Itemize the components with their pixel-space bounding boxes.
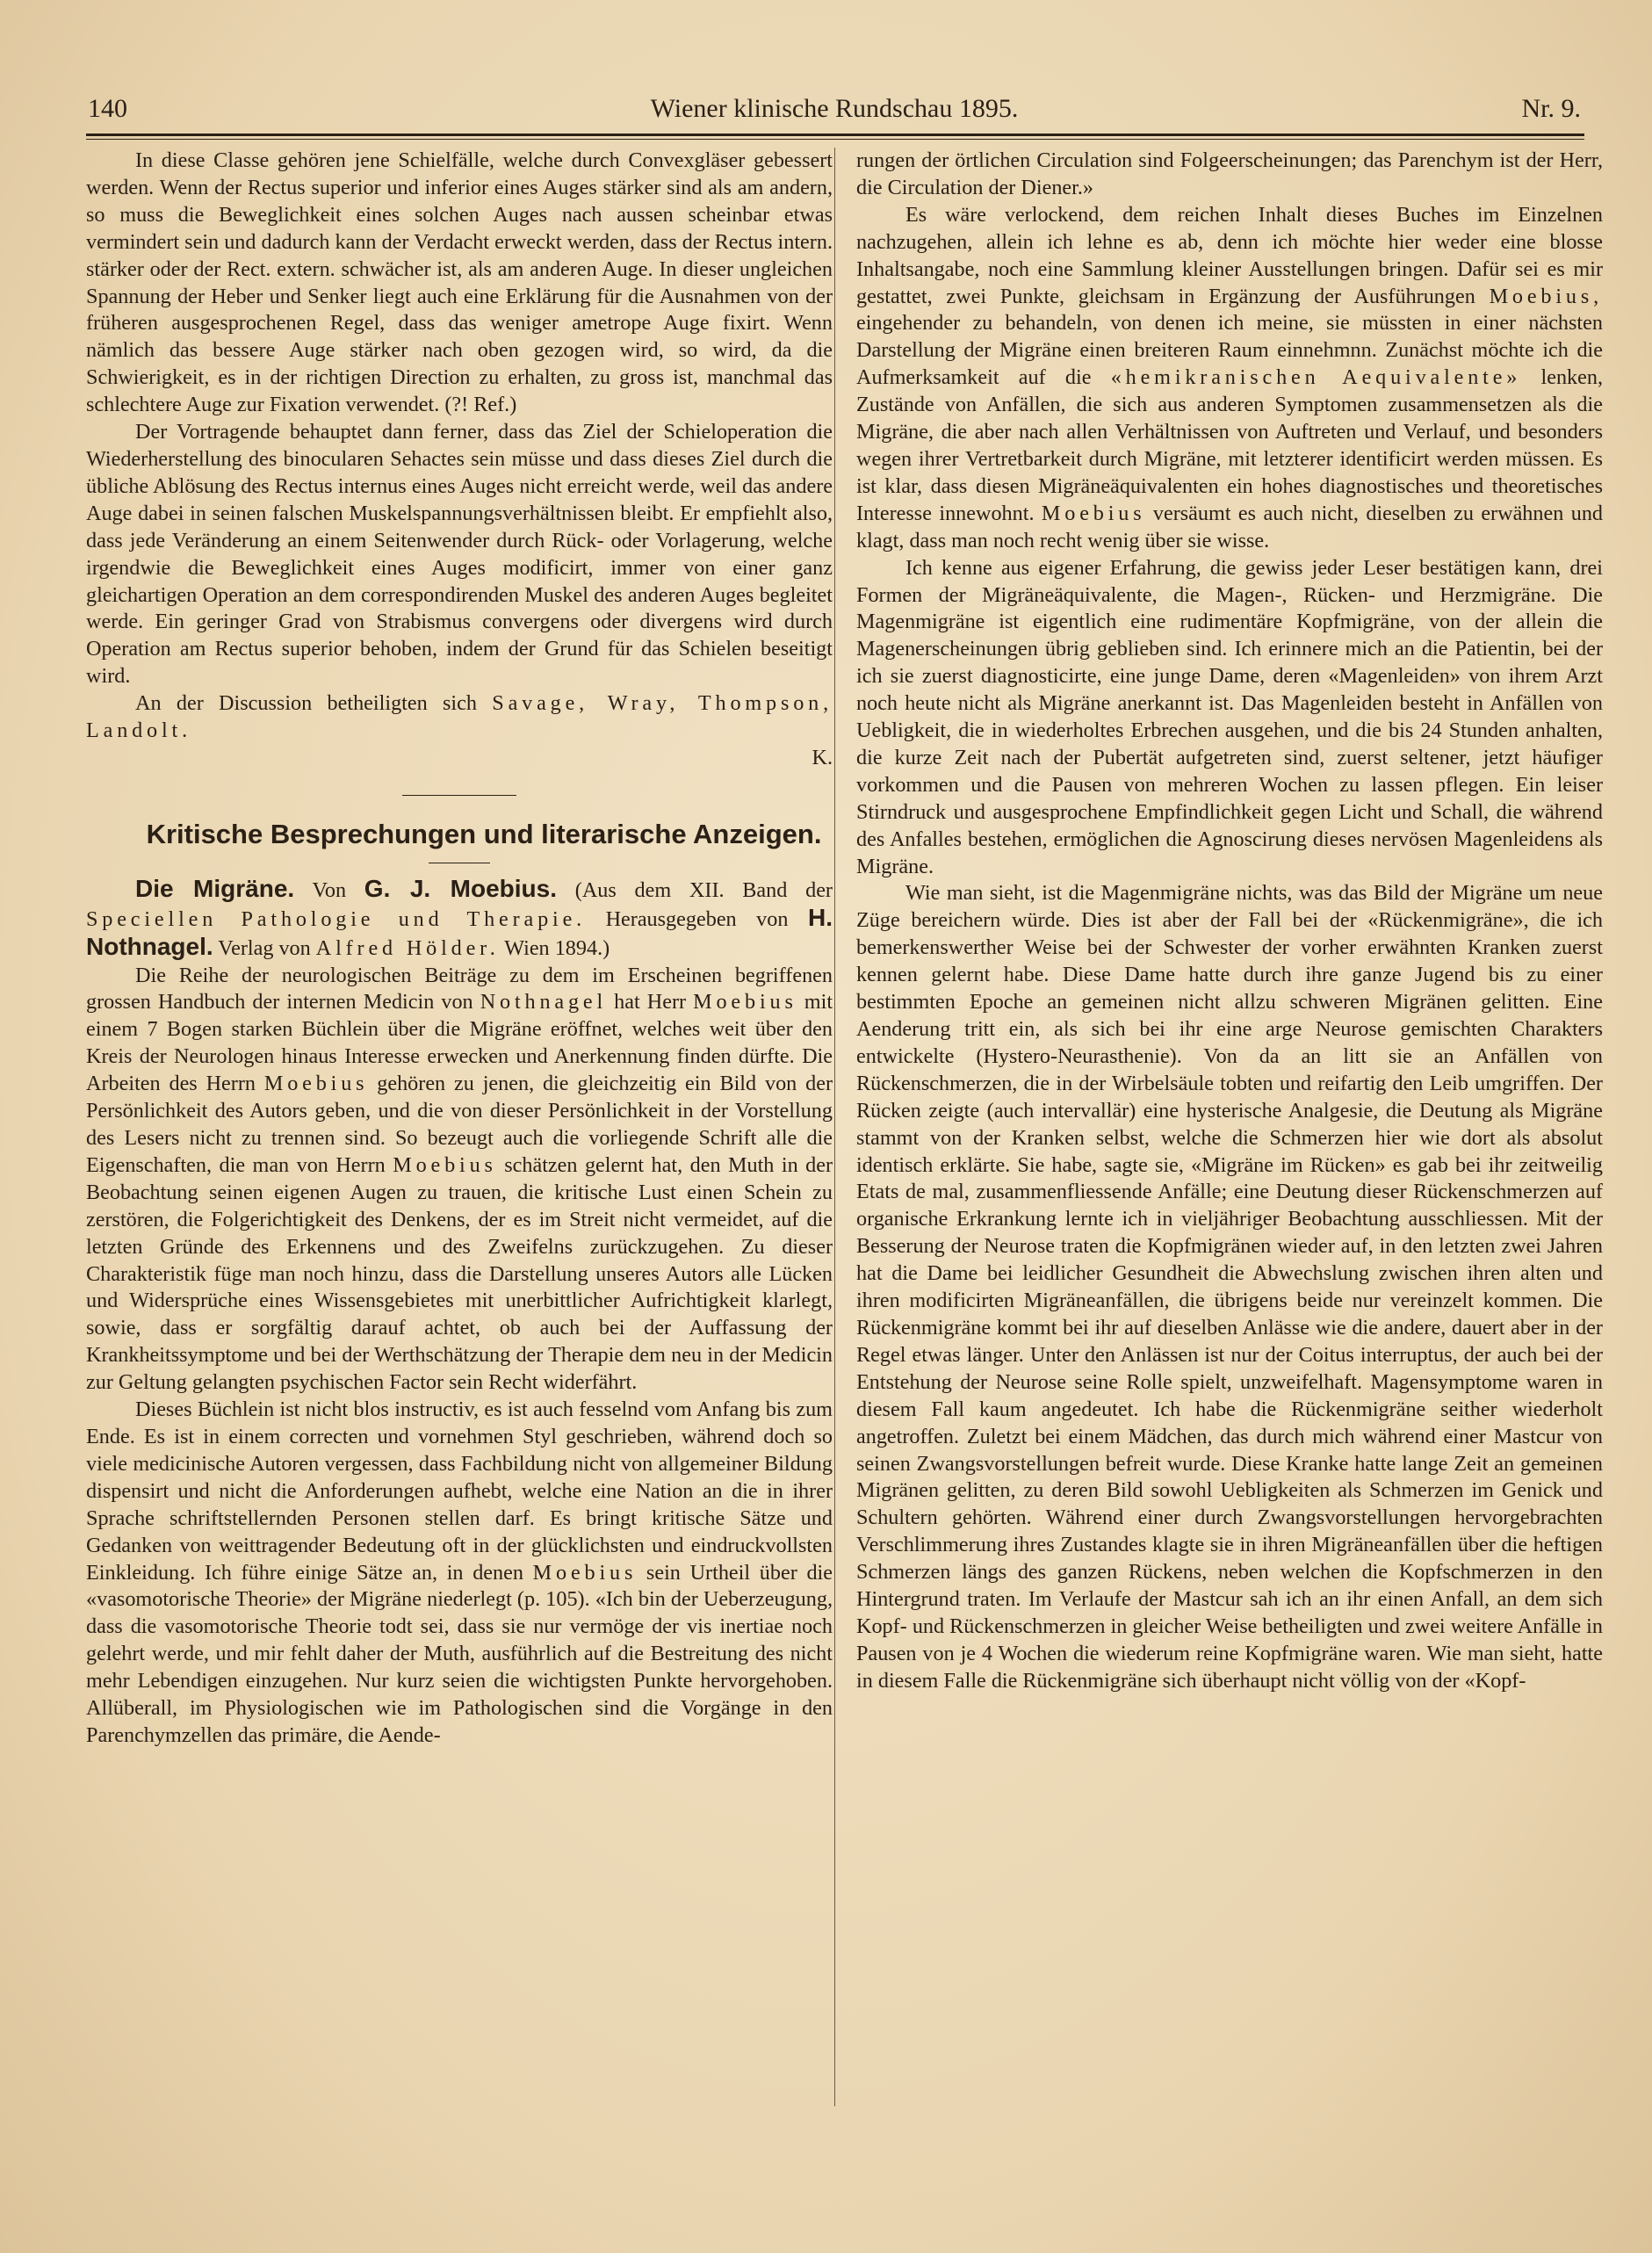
- section-divider: [402, 795, 516, 796]
- header-rule-thin: [86, 139, 1584, 140]
- author-signature: K.: [812, 745, 833, 769]
- paragraph: Dieses Büchlein ist nicht blos instructiv, es ist auch fesselnd vom Anfang bis zum Ende. Es ist in einem correcten und vornehmen Styl geschrieben, während doch so viele medicinische Autoren vergessen, dass Fachbildung nicht von allgemeiner Bildung dispensirt und nicht die Anforderungen aufhebt, welche eine Nation an die in ihrer Sprache schriftstellernden Personen stellen darf. Es bringt kritische Sätze und Gedanken von weittragender Bedeutung oft in der glücklichsten und eindruckvollsten Einkleidung. Ich führe einige Sätze an, in denen Moebius sein Urtheil über die «vasomotorische Theorie» der Migräne niederlegt (p. 105). «Ich bin der Ueberzeugung, dass die vasomotorische Theorie todt sei, dass sie nur vermöge der vis inertiae noch gelehrt werde, und mir fehlt daher der Muth, ausführlich auf die Bestreitung des nicht mehr Lebendigen einzugehen. Nur kurz seien die wichtigsten Punkte hervorgehoben. Allüberall, im Physiologischen wie im Pathologischen sind die Vorgänge in den Parenchymzellen das primäre, die Aende-: [86, 1397, 833, 1747]
- header-rule-thick: [86, 134, 1584, 136]
- signature-line: [86, 745, 833, 772]
- right-column: [856, 148, 1603, 2115]
- paragraph: Wie man sieht, ist die Magenmigräne nichts, was das Bild der Migräne um neue Züge bereichern würde. Dies ist aber der Fall bei der «Rückenmigräne», die ich bemerkenswerther Weise bei der Schwester der vorher erwähnten Kranken zuerst kennen gelernt habe. Diese Dame hatte durch ihre ganze Jugend bis zu einer bestimmten Epoche an gemeinen nicht allzu schweren Migränen gelitten. Eine Aenderung tritt ein, als sich bei ihr eine arge Neurose gemischten Charakters entwickelte (Hystero-Neurasthenie). Von da an litt sie an Anfällen von Rückenschmerzen, die in der Wirbelsäule tobten und reifartig den Leib umgriffen. Der Rücken zeigte (auch intervallär) eine hysterische Analgesie, die Deutung als Migräne stammt von der Kranken selbst, welche die Schmerzen hier wie dort als absolut identisch erklärte. Sie habe, sagte sie, «Migräne im Rücken» es gab bei ihr zeitweilig Etats de mal, zusammenfliessende Anfälle; eine Deutung dieser Rückenschmerzen auf organische Erkrankung lernte ich in vieljähriger Beobachtung ausschliessen. Mit der Besserung der Neurose traten die Kopfmigränen wieder auf, in den letzten zwei Jahren hat die Dame bei leidlicher Gesundheit die Abwechslung zwischen ihren alten und ihren modificirten Migräneanfällen, die übrigens beide nur vereinzelt kommen. Die Rückenmigräne kommt bei ihr auf dieselben Anlässe wie die andere, dauert aber in der Regel etwas länger. Unter den Anlässen ist nur der Coitus interruptus, der auch bei der Entstehung der Neurose seine Rolle spielt, unzweifelhaft. Magensymptome waren in diesem Fall kaum angedeutet. Ich habe die Rückenmigräne seither wiederholt angetroffen. Zuletzt bei einem Mädchen, das durch mich während einer Mastcur von seinen Zwangsvorstellungen befreit wurde. Diese Kranke hatte lange Zeit an gemeinen Migränen gelitten, zu deren Bild sowohl Uebligkeiten als Schmerzen im Genick und Schultern gehörten. Während einer durch Zwangsvorstellungen hervorgebrachten Verschlimmerung ihres Zustandes klagte sie in ihren Migräneanfällen über die heftigen Schmerzen längs des ganzen Rückens, neben welchen die Kopfschmerzen in den Hintergrund traten. Im Verlaufe der Mastcur sah ich an ihr einen Anfall, an dem sich Kopf- und Rückenschmerzen in gleicher Weise betheiligten und zwei weitere Anfälle in Pausen von je 4 Wochen die wiederum reine Kopfmigräne waren. Wie man sieht, hatte in diesem Falle die Rückenmigräne sich überhaupt nicht völlig von der «Kopf-: [856, 881, 1603, 1693]
- paragraph: Es wäre verlockend, dem reichen Inhalt dieses Buches im Einzelnen nachzugehen, allein ich lehne es ab, denn ich möchte hier weder eine blosse Inhaltsangabe, noch eine Sammlung kleiner Ausstellungen bringen. Dafür sei es mir gestattet, zwei Punkte, gleichsam in Ergänzung der Ausführungen Moebius, eingehender zu behandeln, von denen ich meine, sie müssten in einer nächsten Darstellung der Migräne einen breiteren Raum einnehmnn. Zunächst möchte ich die Aufmerksamkeit auf die «hemikranischen Aequivalente» lenken, Zustände von Anfällen, die sich aus anderen Symptomen zusammensetzen als die Migräne, die aber nach allen Verhältnissen von Auftreten und Verlauf, und besonders wegen ihrer Vertretbarkeit durch Migräne, mit letzterer identificirt werden müssen. Es ist klar, dass diesen Migräneäquivalenten ein hohes diagnostisches und theoretisches Interesse innewohnt. Moebius versäumt es auch nicht, dieselben zu erwähnen und klagt, dass man noch recht wenig über sie wisse.: [856, 202, 1603, 552]
- discussion-paragraph: An der Discussion betheiligten sich Savage, Wray, Thompson, Landolt.: [86, 691, 833, 743]
- paragraph: Die Reihe der neurologischen Beiträge zu dem im Erscheinen begriffenen grossen Handbuch der internen Medicin von Nothnagel hat Herr Moebius mit einem 7 Bogen starken Büchlein über die Migräne eröffnet, welches weit über den Kreis der Neurologen hinaus Interesse erwecken und Anerkennung finden dürfte. Die Arbeiten des Herrn Moebius gehören zu jenen, die gleichzeitig ein Bild von der Persönlichkeit des Autors geben, und die von dieser Persönlichkeit in der Vorstellung des Lesers nicht zu trennen sind. So bezeugt auch die vorliegende Schrift alle die Eigenschaften, die man von Herrn Moebius schätzen gelernt hat, den Muth in der Beobachtung seinen eigenen Augen zu trauen, die kritische Lust einen Schein zu zerstören, die Folgerichtigkeit des Denkens, der es im Streit nicht vermeidet, auf die letzten Gründe des Erkennens und des Zweifelns zurückzugehen. Zu dieser Charakteristik füge man noch hinzu, dass die Darstellung unseres Autors alle Lücken und Widersprüche eines Wissensgebietes mit unerbittlicher Aufrichtigkeit klarlegt, sowie, dass er sorgfältig darauf achtet, ob auch bei der Auffassung der Krankheitssymptome und bei der Werthschätzung der Therapie dem neu in der Medicin zur Geltung gelangten psychischen Factor sein Recht widerfährt.: [86, 963, 833, 1395]
- left-column: [86, 148, 833, 2115]
- running-header: [88, 88, 1581, 130]
- review-author: G. J. Moebius.: [364, 874, 558, 902]
- column-divider: [834, 148, 835, 2106]
- journal-title: Wiener klinische Rundschau 1895.: [650, 94, 1019, 123]
- paragraph-continuation: rungen der örtlichen Circulation sind Folgeerscheinungen; das Parenchym ist der Herr, die Circulation der Diener.»: [856, 148, 1603, 199]
- section-title: Kritische Besprechungen und literarische Anzeigen.: [146, 818, 822, 849]
- review-heading: Die Migräne. Von G. J. Moebius. (Aus dem XII. Band der Speciellen Pathologie und Therapie. Herausgegeben von H. Nothnagel. Verlag von Alfred Hölder. Wien 1894.): [86, 874, 833, 960]
- review-series: Speciellen Pathologie und Therapie.: [86, 906, 587, 931]
- paragraph: In diese Classe gehören jene Schielfälle, welche durch Convexgläser gebessert werden. Wenn der Rectus superior und inferior eines Auges stärker sind als am andern, so muss die Beweglichkeit eines solchen Auges nach aussen scheinbar etwas vermindert sein und dadurch kann der Verdacht erweckt werden, dass der Rectus intern. stärker oder der Rect. extern. schwächer ist, als am anderen Auge. In dieser ungleichen Spannung der Heber und Senker liegt auch eine Erklärung für die Ausnahmen von der früheren ausgesprochenen Regel, dass das weniger ametrope Auge fixirt. Wenn nämlich das bessere Auge stärker nach oben gezogen wird, so wird, da die Schwierigkeit, es in der richtigen Direction zu erhalten, zu gross ist, manchmal das schlechtere Auge zur Fixation verwendet. (?! Ref.): [86, 148, 833, 417]
- page-number: 140: [88, 94, 127, 123]
- review-publisher: Alfred Hölder.: [315, 935, 500, 960]
- review-title: Die Migräne.: [135, 874, 295, 902]
- review-editor: H. Nothnagel.: [86, 903, 833, 960]
- issue-number: Nr. 9.: [1521, 94, 1581, 123]
- paragraph: Ich kenne aus eigener Erfahrung, die gewiss jeder Leser bestätigen kann, drei Formen der Migräneäquivalente, die Magen-, Rücken- und Herzmigräne. Die Magenmigräne ist eigentlich eine rudimentäre Kopfmigräne, von der allein die Magenerscheinungen übrig geblieben sind. Ich erinnere mich an die Patientin, bei der ich sie zuerst diagnosticirte, eine junge Dame, deren «Magenleiden» von ihrem Arzt noch heute nicht als Migräne anerkannt ist. Das Magenleiden besteht in Anfällen von Uebligkeit, die in wiederholtes Erbrechen ausgehen, und die bis 24 Stunden anhalten, die kurze Zeit nach der Pubertät aufgetreten sind, zuerst seltener, jetzt häufiger vorkommen und die Pausen von mehreren Wochen zu lassen pflegen. Ein leiser Stirndruck und ausgesprochene Empfindlichkeit gegen Licht und Schall, die während des Anfalles bestehen, ermöglichen die Agnoscirung dieses nervösen Magenleidens als Migräne.: [856, 555, 1603, 878]
- discussant-names: Savage, Wray, Thompson, Landolt.: [86, 691, 833, 743]
- paragraph: Der Vortragende behauptet dann ferner, dass das Ziel der Schieloperation die Wiederherstellung des binocularen Sehactes sein müsse und dass dieses Ziel durch die übliche Ablösung des Rectus internus eines Auges nicht erreicht werde, weil das andere Auge dabei in seinen falschen Muskelspannungsverhältnissen bleibt. Er empfiehlt also, dass jede Veränderung an einem Seitenwender durch Rück- oder Vorlagerung, welche irgendwie die Beweglichkeit eines Auges modificirt, immer von einer ganz gleichartigen Operation an dem correspondirenden Muskel des anderen Auges begleitet werde. Ein geringer Grad von Strabismus convergens oder divergens wird durch Operation am Rectus superior behoben, indem der Grund für das Schielen beseitigt wird.: [86, 420, 833, 689]
